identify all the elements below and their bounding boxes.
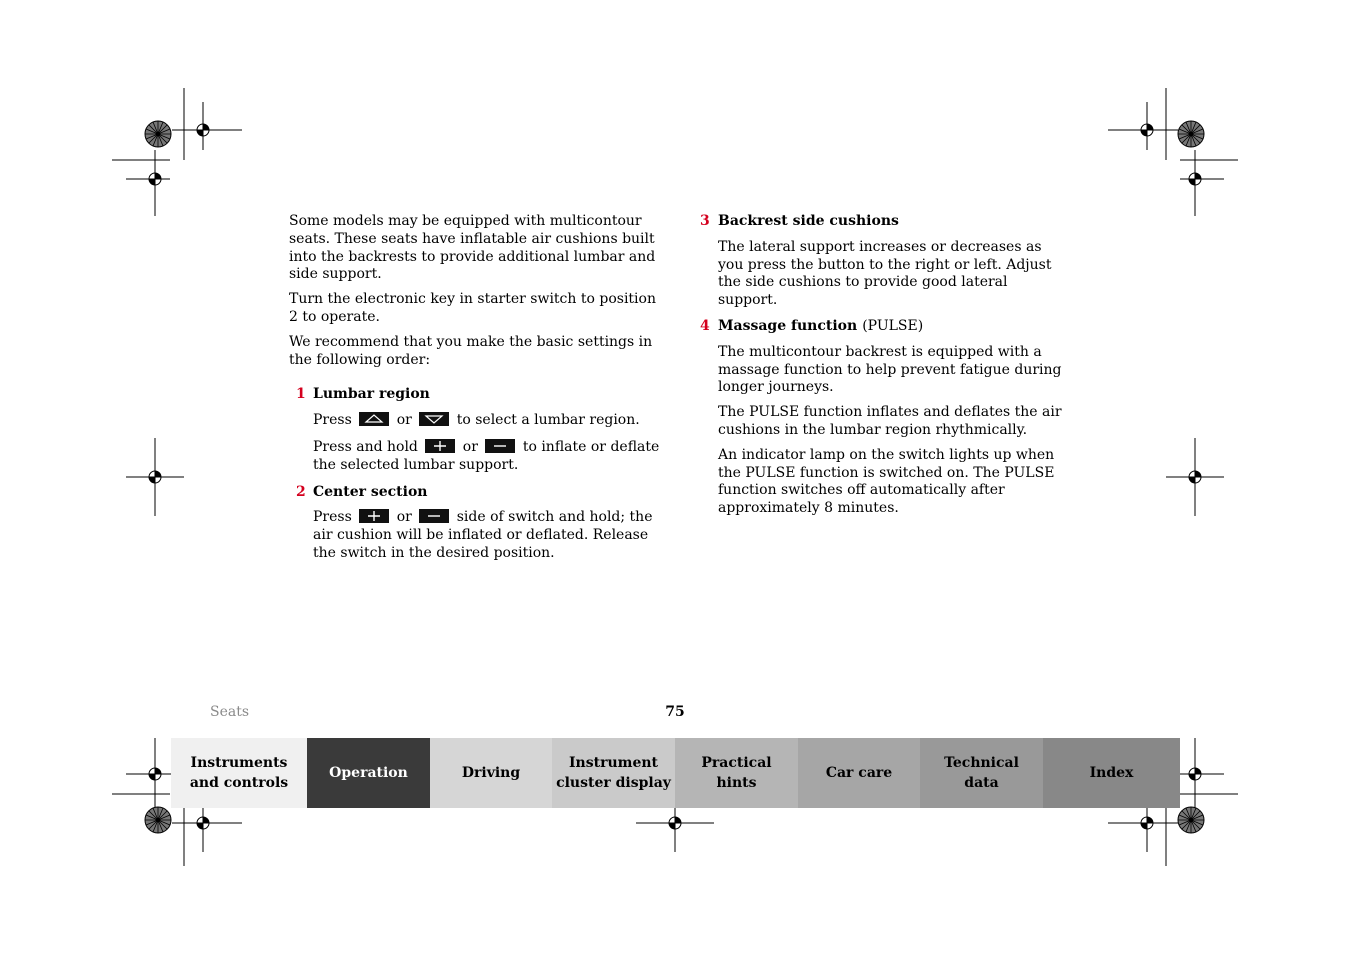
tab-instruments-and-controls[interactable]: Instruments and controls (171, 738, 307, 808)
minus-key-icon (419, 509, 449, 523)
intro-paragraph-3: We recommend that you make the basic settings in the following order: (289, 333, 653, 368)
backrest-side-cushions-text: The lateral support increases or decreases as you press the button to the right or left. Adjust the side cushions to provide good lateral support. (718, 238, 1052, 309)
intro-paragraph-1: Some models may be equipped with multicontour seats. These seats have inflatable air cushions built into the backrests to provide additional lumbar and side support. (289, 213, 656, 283)
item-title-suffix: (PULSE) (862, 317, 924, 334)
item-title: Massage function (718, 317, 858, 334)
section-name: Seats (210, 704, 250, 720)
tab-instrument-cluster-display[interactable]: Instrument cluster display (552, 738, 675, 808)
item-title: Backrest side cushions (718, 213, 899, 229)
tab-operation[interactable]: Operation (307, 738, 430, 808)
tab-index[interactable]: Index (1043, 738, 1180, 808)
tab-practical-hints[interactable]: Practical hints (675, 738, 798, 808)
item-center-section-heading (296, 484, 664, 502)
item-title: Lumbar region (313, 386, 430, 403)
plus-key-icon (359, 509, 389, 523)
tab-technical-data[interactable]: Technical data (920, 738, 1043, 808)
item-massage-function-body (718, 344, 1070, 518)
item-backrest-side-cushions-heading (700, 213, 1070, 231)
chapter-nav-tabs (171, 738, 1180, 808)
plus-key-icon (425, 439, 455, 453)
item-number: 3 (700, 213, 710, 229)
item-backrest-side-cushions-body (718, 239, 1070, 310)
tab-driving[interactable]: Driving (430, 738, 552, 808)
item-massage-function-heading (700, 318, 1070, 336)
arrow-down-key-icon (419, 412, 449, 426)
left-column (289, 213, 664, 570)
item-lumbar-region-heading (296, 386, 664, 404)
item-number: 2 (296, 483, 306, 500)
item-title: Center section (313, 483, 428, 500)
center-section-instruction: Press or side of switch and hold; the air cushion will be inflated or deflated. Release the switch in the desired position. (313, 509, 653, 561)
arrow-up-key-icon (359, 412, 389, 426)
minus-key-icon (485, 439, 515, 453)
item-number: 4 (700, 317, 710, 334)
tab-car-care[interactable]: Car care (798, 738, 920, 808)
item-lumbar-region-body (313, 412, 664, 474)
page-number: 75 (665, 704, 685, 720)
intro-paragraph-2: Turn the electronic key in starter switch to position 2 to operate. (289, 291, 656, 325)
massage-paragraph-3: An indicator lamp on the switch lights up when the PULSE function is switched on. The PULSE function switches off automatically after approximately 8 minutes. (718, 446, 1055, 517)
item-number: 1 (296, 386, 306, 403)
massage-paragraph-1: The multicontour backrest is equipped with a massage function to help prevent fatigue during longer journeys. (718, 343, 1062, 396)
item-center-section-body (313, 509, 664, 562)
lumbar-inflate-instruction: Press and hold or to inflate or deflate the selected lumbar support. (313, 438, 660, 473)
lumbar-select-instruction: Press or to select a lumbar region. (313, 412, 640, 429)
massage-paragraph-2: The PULSE function inflates and deflates the air cushions in the lumbar region rhythmically. (718, 404, 1062, 438)
right-column (700, 213, 1070, 525)
